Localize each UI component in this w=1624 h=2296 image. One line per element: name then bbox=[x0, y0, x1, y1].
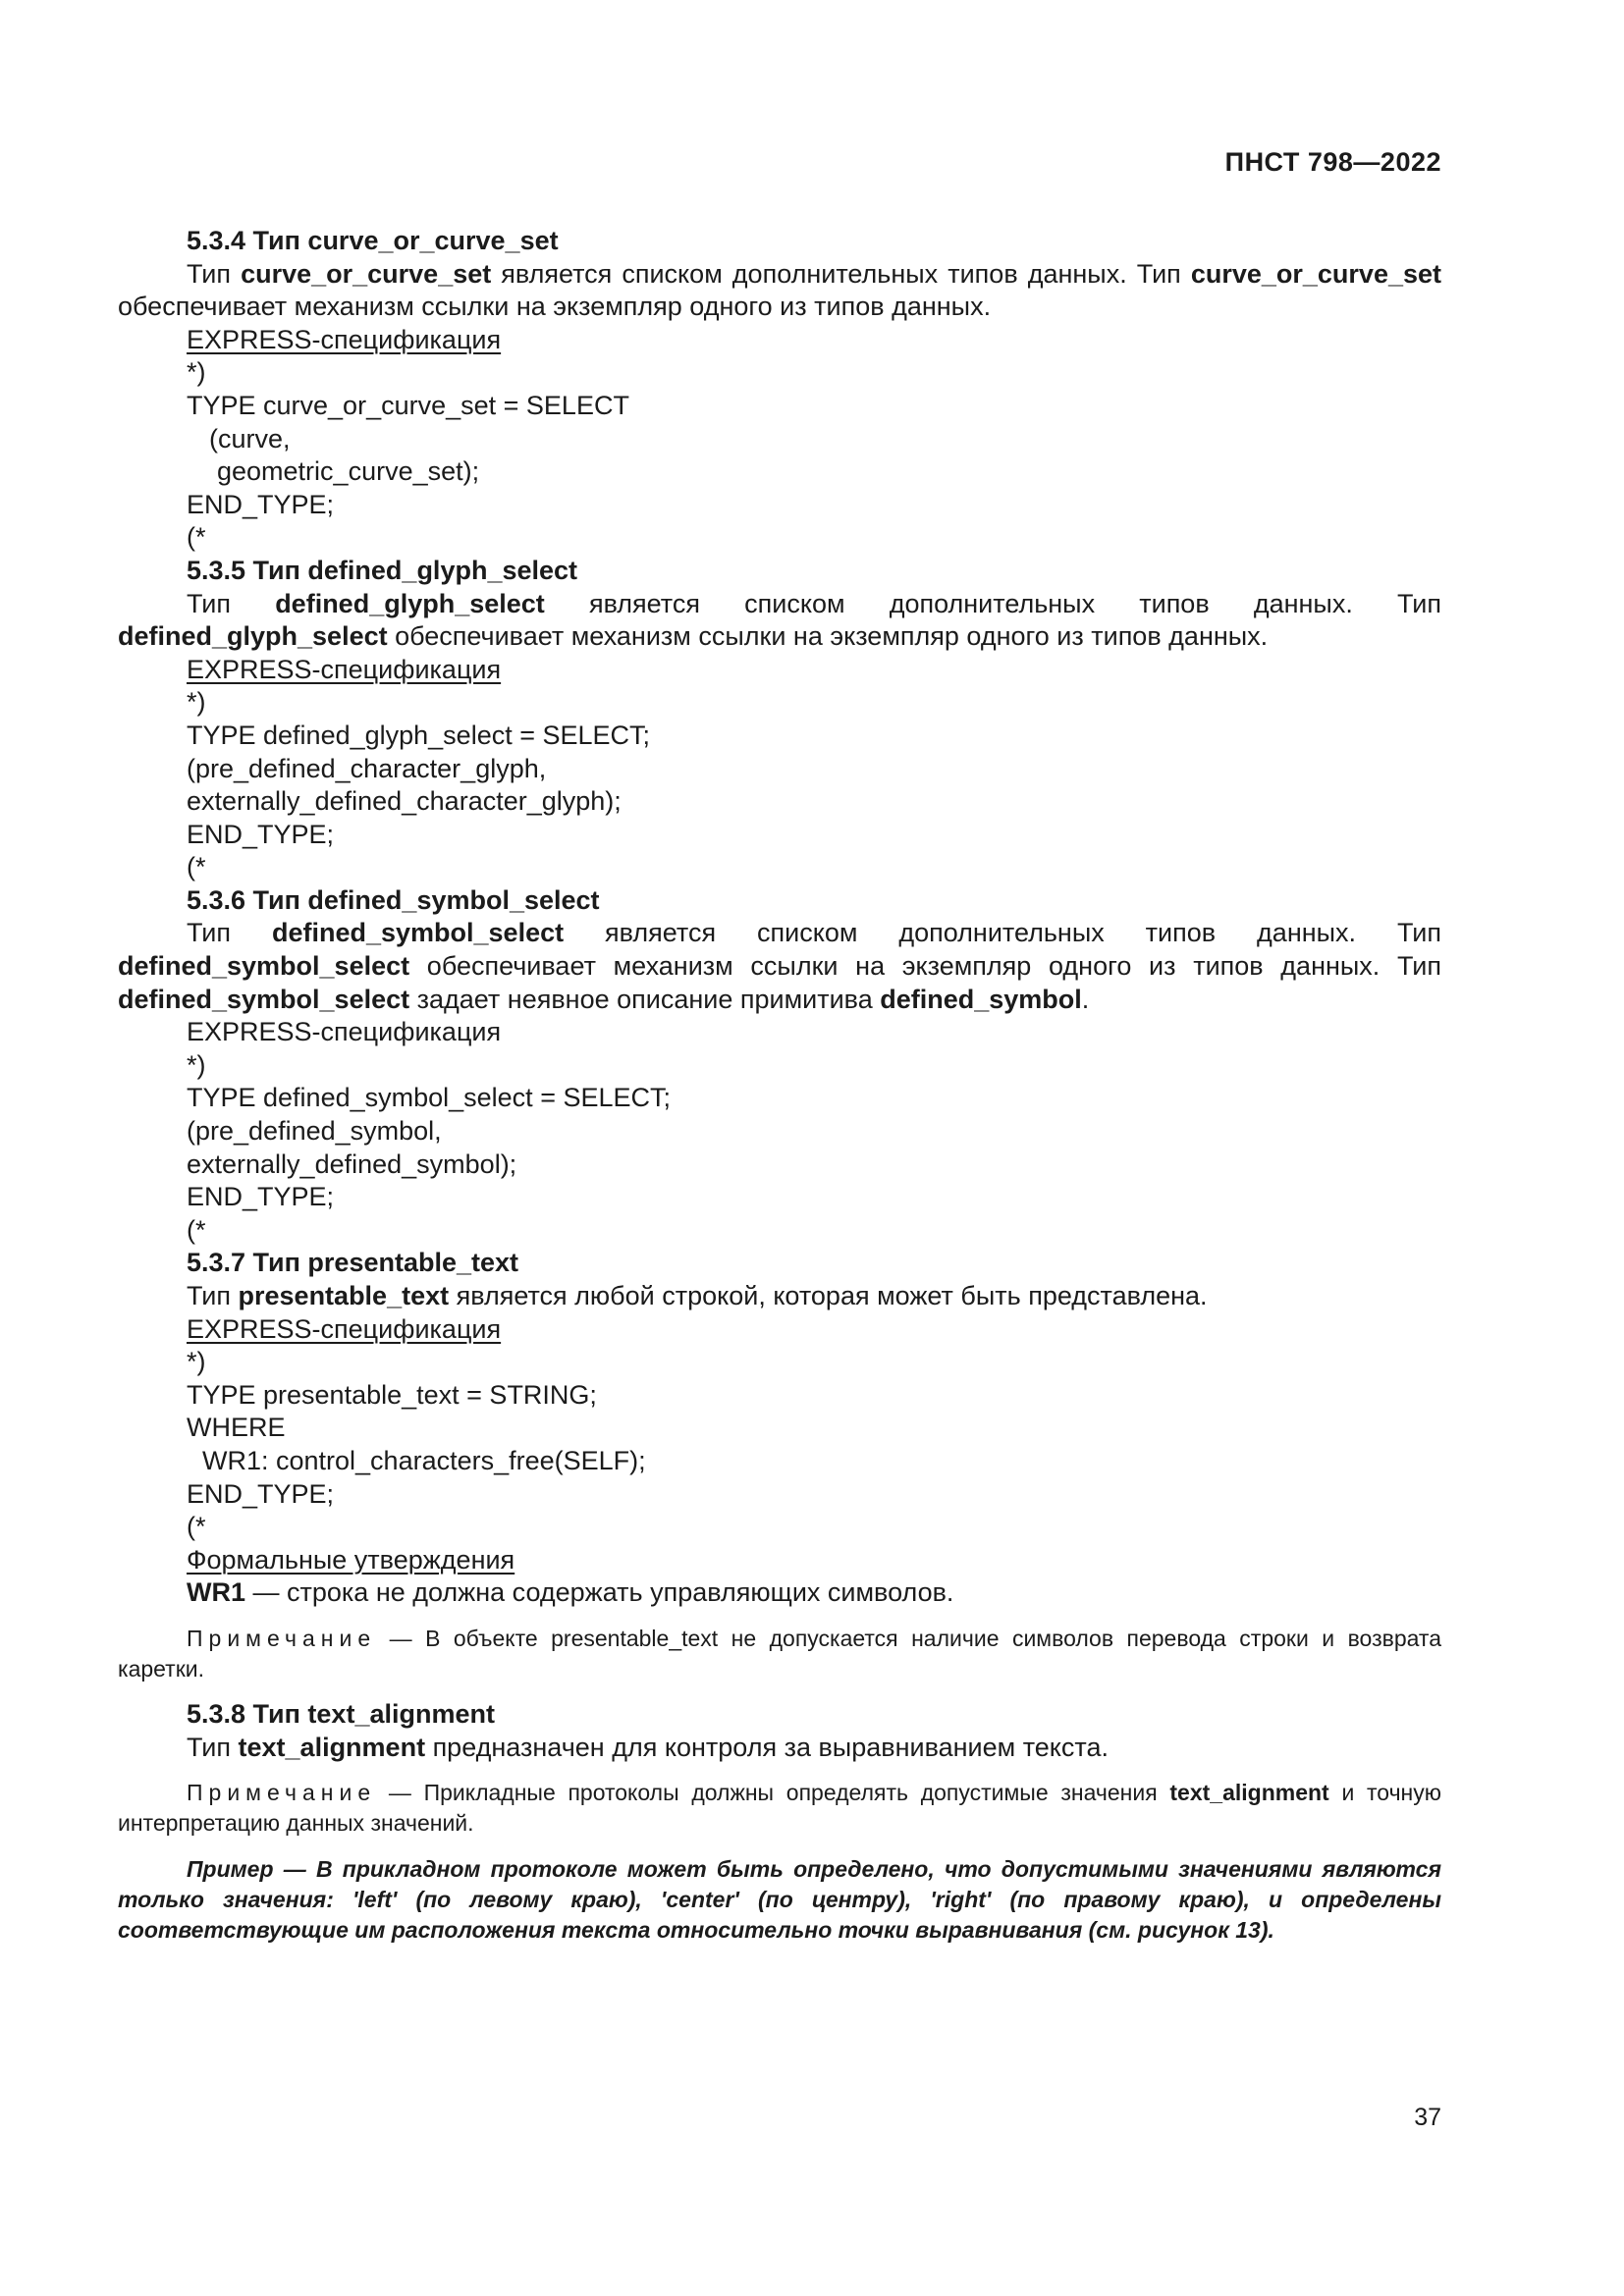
code-line: (* bbox=[187, 1214, 206, 1245]
type-name: presentable_text bbox=[238, 1281, 450, 1310]
code-line: WHERE bbox=[187, 1413, 286, 1443]
code-line: END_TYPE; bbox=[187, 1478, 335, 1509]
code-line: *) bbox=[187, 1347, 206, 1377]
section-heading-5-3-4: 5.3.4 Тип curve_or_curve_set bbox=[187, 226, 559, 255]
type-name: text_alignment bbox=[238, 1732, 426, 1762]
section-heading-5-3-7: 5.3.7 Тип presentable_text bbox=[187, 1248, 519, 1278]
type-name: defined_symbol_select bbox=[118, 984, 410, 1014]
type-name: defined_symbol_select bbox=[118, 951, 410, 982]
type-name: defined_glyph_select bbox=[118, 621, 388, 652]
page-content bbox=[118, 225, 1441, 1946]
code-line: TYPE curve_or_curve_set = SELECT bbox=[187, 390, 629, 420]
note-label: Примечание bbox=[187, 1780, 377, 1806]
express-spec-label: EXPRESS-спецификация bbox=[187, 1313, 502, 1344]
paragraph-text: . bbox=[1081, 984, 1090, 1014]
note-text: — В объекте presentable_text не допускается наличие символов перевода строки и возврата каретки. bbox=[118, 1625, 1441, 1682]
type-name: defined_glyph_select bbox=[275, 588, 545, 618]
paragraph-text: задает неявное описание примитива bbox=[409, 984, 881, 1014]
code-line: TYPE defined_symbol_select = SELECT; bbox=[187, 1083, 672, 1113]
section-heading-5-3-6: 5.3.6 Тип defined_symbol_select bbox=[187, 884, 600, 915]
code-line: (pre_defined_symbol, bbox=[187, 1116, 442, 1147]
section-heading-5-3-5: 5.3.5 Тип defined_glyph_select bbox=[187, 555, 578, 585]
code-line: geometric_curve_set); bbox=[217, 456, 480, 487]
code-line: TYPE presentable_text = STRING; bbox=[187, 1379, 597, 1410]
code-line: externally_defined_character_glyph); bbox=[187, 786, 622, 817]
note-text-alignment bbox=[118, 1778, 1441, 1839]
section-paragraph-5-3-6 bbox=[118, 917, 1441, 1016]
type-name: defined_symbol bbox=[880, 984, 1082, 1014]
paragraph-text: Тип bbox=[187, 1281, 239, 1310]
formal-statements-label: Формальные утверждения bbox=[187, 1544, 515, 1575]
code-line: externally_defined_symbol); bbox=[187, 1148, 517, 1179]
paragraph-text: является списком дополнительных типов данных. Тип bbox=[544, 588, 1442, 618]
paragraph-text: Тип bbox=[187, 1732, 239, 1762]
code-line: END_TYPE; bbox=[187, 489, 335, 519]
section-paragraph-5-3-8 bbox=[118, 1732, 1441, 1765]
note-label: Примечание bbox=[187, 1625, 377, 1651]
paragraph-text: является списком дополнительных типов данных. Тип bbox=[491, 258, 1191, 289]
note-text: и точную интерпретацию данных значений. bbox=[118, 1780, 1442, 1837]
code-line: WR1: control_characters_free(SELF); bbox=[202, 1445, 646, 1475]
code-line: (pre_defined_character_glyph, bbox=[187, 753, 547, 783]
code-line: (* bbox=[187, 522, 206, 553]
paragraph-text: Тип bbox=[187, 258, 242, 289]
note-text: — Прикладные протоколы должны определять допустимые значения bbox=[376, 1780, 1170, 1806]
example-paragraph: Пример — В прикладном протоколе может быть определено, что допустимыми значениями являются только значения: 'left' (по левому краю), 'center' (по центру), 'right' (по правому краю), и определены соответствующие им расположения текста относительно точки выравнивания (см. рисунок 13). bbox=[118, 1856, 1441, 1944]
express-spec-label: EXPRESS-спецификация bbox=[187, 1017, 502, 1047]
express-spec-label: EXPRESS-спецификация bbox=[187, 324, 502, 354]
spacer bbox=[118, 1684, 1441, 1698]
type-name: curve_or_curve_set bbox=[241, 258, 492, 289]
paragraph-text: обеспечивает механизм ссылки на экземпляр одного из типов данных. bbox=[387, 621, 1269, 652]
code-line: *) bbox=[187, 357, 206, 388]
document-id: ПНСТ 798—2022 bbox=[1224, 147, 1441, 177]
code-line: END_TYPE; bbox=[187, 819, 335, 849]
section-paragraph-5-3-7 bbox=[118, 1280, 1441, 1313]
rule-text: — строка не должна содержать управляющих символов. bbox=[245, 1577, 954, 1608]
where-rule-wr1 bbox=[118, 1576, 1441, 1610]
paragraph-text: является списком дополнительных типов данных. Тип bbox=[564, 918, 1442, 948]
express-spec-label: EXPRESS-спецификация bbox=[187, 654, 502, 684]
type-name: text_alignment bbox=[1169, 1780, 1329, 1806]
code-line: *) bbox=[187, 687, 206, 718]
note-presentable-text bbox=[118, 1624, 1441, 1684]
type-name: defined_symbol_select bbox=[271, 918, 565, 948]
page-number: 37 bbox=[1414, 2104, 1441, 2131]
paragraph-text: Тип bbox=[187, 588, 276, 618]
paragraph-text: является любой строкой, которая может быть представлена. bbox=[449, 1281, 1208, 1310]
paragraph-text: обеспечивает механизм ссылки на экземпляр одного из типов данных. Тип bbox=[409, 951, 1441, 982]
code-line: (* bbox=[187, 852, 206, 882]
section-paragraph-5-3-5 bbox=[118, 588, 1441, 654]
code-line: (curve, bbox=[209, 423, 291, 454]
code-line: *) bbox=[187, 1049, 206, 1080]
code-line: (* bbox=[187, 1512, 206, 1542]
paragraph-text: предназначен для контроля за выравниванием текста. bbox=[425, 1732, 1109, 1762]
paragraph-text: Тип bbox=[187, 918, 272, 948]
code-line: TYPE defined_glyph_select = SELECT; bbox=[187, 720, 651, 750]
section-paragraph-5-3-4 bbox=[118, 258, 1441, 324]
paragraph-text: обеспечивает механизм ссылки на экземпляр одного из типов данных. bbox=[118, 292, 992, 322]
type-name: curve_or_curve_set bbox=[1190, 258, 1441, 289]
rule-label: WR1 bbox=[187, 1577, 245, 1608]
code-line: END_TYPE; bbox=[187, 1182, 335, 1212]
section-heading-5-3-8: 5.3.8 Тип text_alignment bbox=[187, 1698, 495, 1729]
